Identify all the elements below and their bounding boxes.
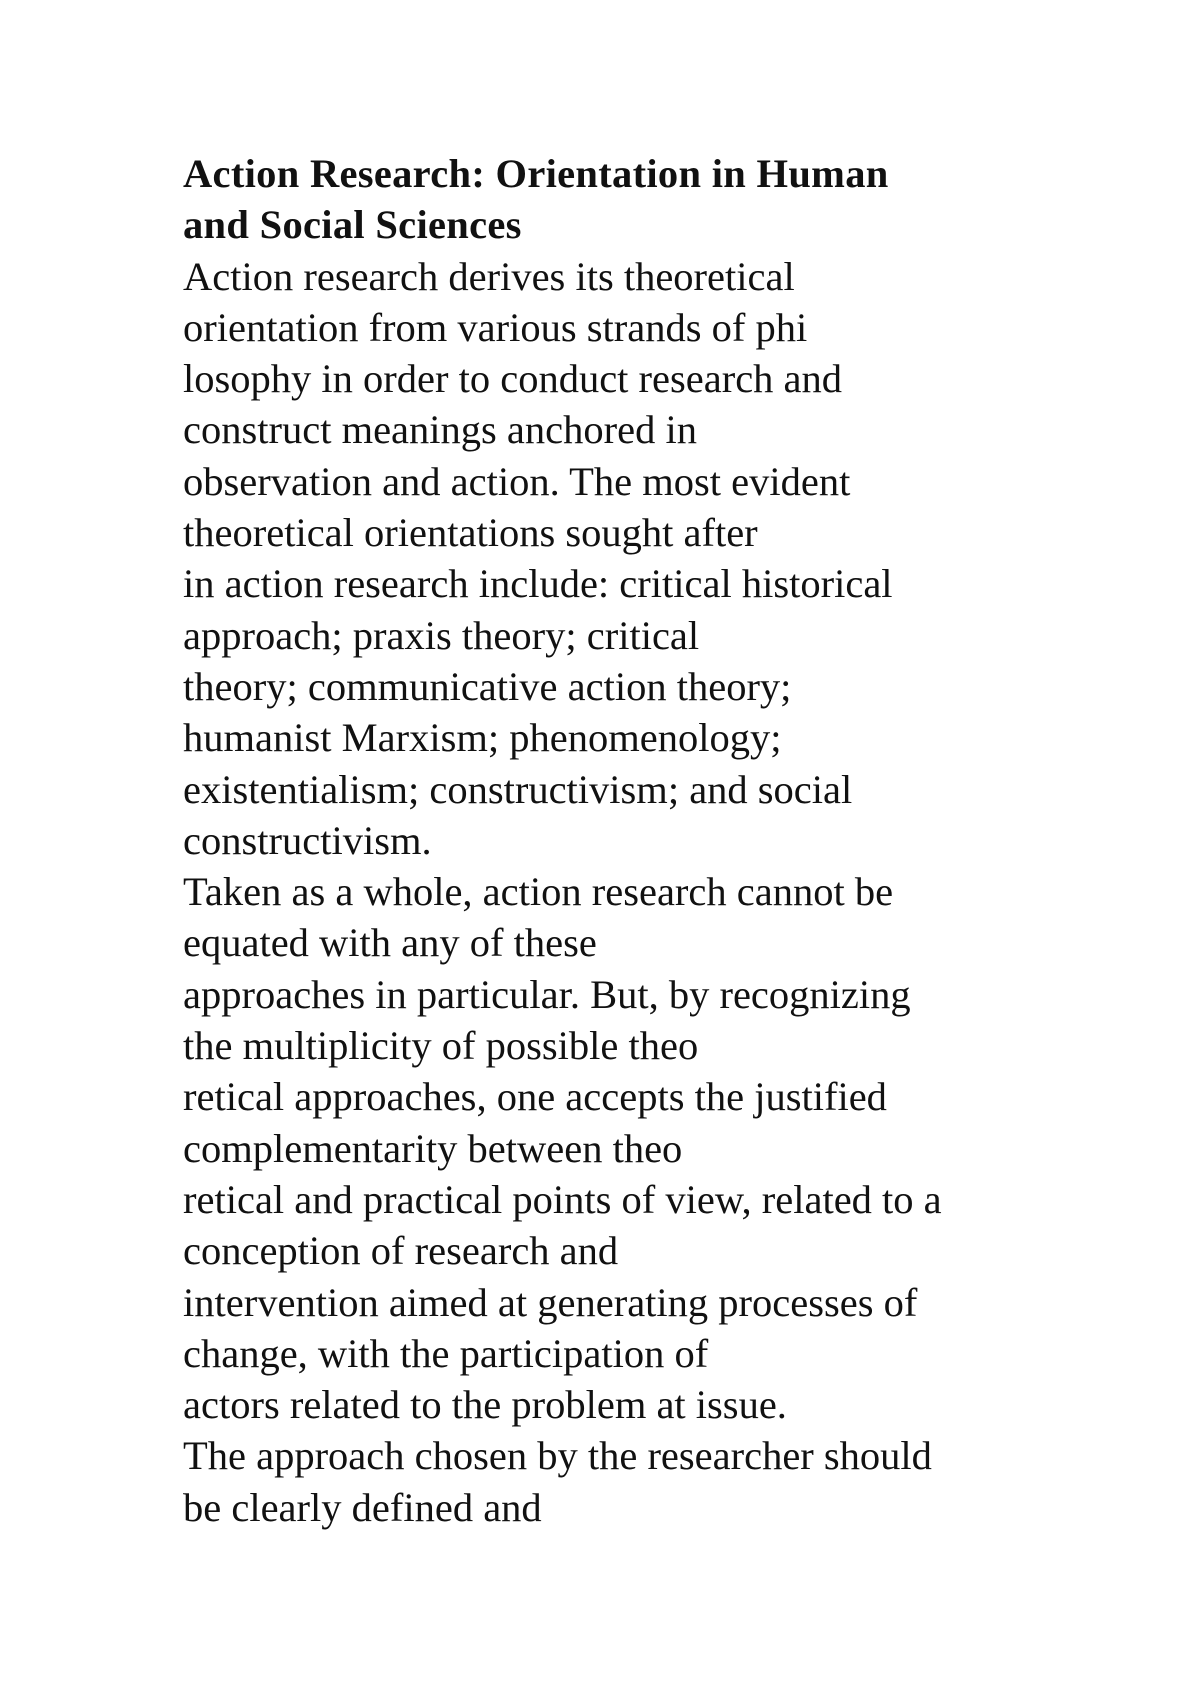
text-line: theoretical orientations sought after	[183, 510, 758, 556]
text-line: change, with the participation of	[183, 1330, 709, 1376]
text-line: conception of research and	[183, 1228, 619, 1274]
text-line: the multiplicity of possible theo	[183, 1023, 699, 1069]
text-line: existentialism; constructivism; and social	[183, 766, 853, 812]
text-line: constructivism.	[183, 817, 432, 863]
text-line: retical approaches, one accepts the justified	[183, 1074, 887, 1120]
text-line: The approach chosen by the researcher should	[183, 1433, 932, 1479]
text-line: complementarity between theo	[183, 1125, 683, 1171]
text-line: approaches in particular. But, by recognizing	[183, 971, 911, 1017]
text-line: in action research include: critical historical	[183, 561, 893, 607]
section-title	[183, 148, 1143, 251]
text-line: construct meanings anchored in	[183, 407, 697, 453]
body-text	[183, 251, 1143, 1533]
text-line: orientation from various strands of phi	[183, 304, 808, 350]
text-line: equated with any of these	[183, 920, 597, 966]
text-line: observation and action. The most evident	[183, 458, 851, 504]
text-line: theory; communicative action theory;	[183, 663, 792, 709]
text-line: Taken as a whole, action research cannot be	[183, 869, 894, 915]
text-line: Action research derives its theoretical	[183, 253, 795, 299]
text-line: be clearly defined and	[183, 1484, 542, 1530]
text-line: retical and practical points of view, related to a	[183, 1176, 942, 1222]
page-content	[183, 148, 1143, 1533]
text-line: approach; praxis theory; critical	[183, 612, 700, 658]
title-line: Action Research: Orientation in Human	[183, 151, 889, 196]
title-line: and Social Sciences	[183, 202, 522, 248]
text-line: humanist Marxism; phenomenology;	[183, 715, 782, 761]
text-line: actors related to the problem at issue.	[183, 1382, 787, 1428]
text-line: losophy in order to conduct research and	[183, 356, 843, 402]
text-line: intervention aimed at generating processes of	[183, 1279, 918, 1325]
